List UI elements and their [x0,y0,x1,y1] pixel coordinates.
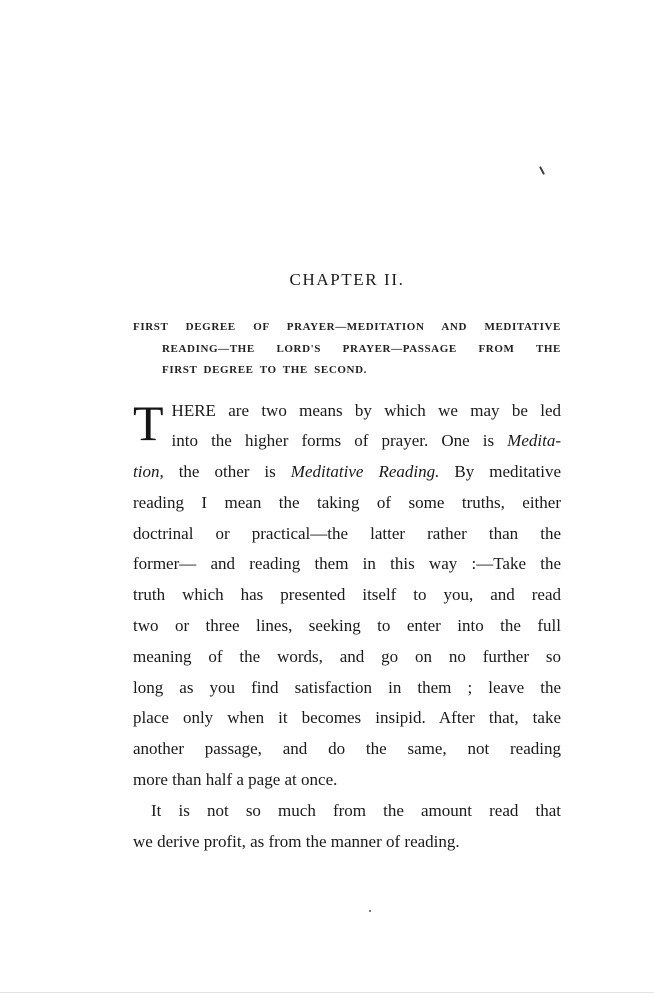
text-line [133,426,561,457]
text-line [133,734,561,765]
text-run: more than half a page at once. [133,770,338,790]
text-line [133,673,561,704]
text-line [133,611,561,642]
text-run: two or three lines, seeking to enter into the full [133,616,561,636]
drop-cap: T [133,394,164,451]
paragraph [133,396,561,796]
paragraph [133,796,561,858]
text-line [133,703,561,734]
text-line [133,519,561,550]
italic-run: Meditative Reading. [290,462,440,482]
text-line [133,488,561,519]
subtitle-line: FIRST DEGREE OF PRAYER—MEDITATION AND MEDITATIVE [133,321,561,333]
text-run: the other is [163,462,291,482]
text-line [133,796,561,827]
page-edge-line [0,992,654,993]
book-page [133,0,561,857]
page-body [133,396,561,858]
text-line [133,549,561,580]
subtitle-line: FIRST DEGREE TO THE SECOND. [162,364,367,376]
subtitle-line: READING—THE LORD'S PRAYER—PASSAGE FROM THE [162,342,561,355]
text-run: HERE are two means by which we may be led [171,400,561,420]
text-line [133,457,561,488]
text-line [133,580,561,611]
text-line [133,396,561,427]
text-line [133,827,561,858]
text-run: reading I mean the taking of some truths, either [133,492,561,512]
italic-run: Medita- [507,431,561,451]
text-run: place only when it becomes insipid. After that, take [133,708,561,728]
text-run: another passage, and do the same, not reading [133,739,561,759]
text-run: former— and reading them in this way :—Take the [133,554,561,574]
ink-dot-artifact [369,910,371,912]
chapter-title: CHAPTER II. [289,270,405,289]
text-run: By meditative [439,462,561,482]
text-run: doctrinal or practical—the latter rather than the [133,523,561,543]
text-run: meaning of the words, and go on no further so [133,646,561,666]
chapter-subtitle [133,317,561,382]
text-line [133,642,561,673]
text-run: It is not so much from the amount read that [151,800,561,820]
text-line [133,765,561,796]
text-run: truth which has presented itself to you, and read [133,585,561,605]
italic-run: tion, [133,462,164,482]
text-run: long as you find satisfaction in them ; leave the [133,677,561,697]
text-run: into the higher forms of prayer. One is [171,431,508,451]
text-run: we derive profit, as from the manner of reading. [133,831,460,851]
